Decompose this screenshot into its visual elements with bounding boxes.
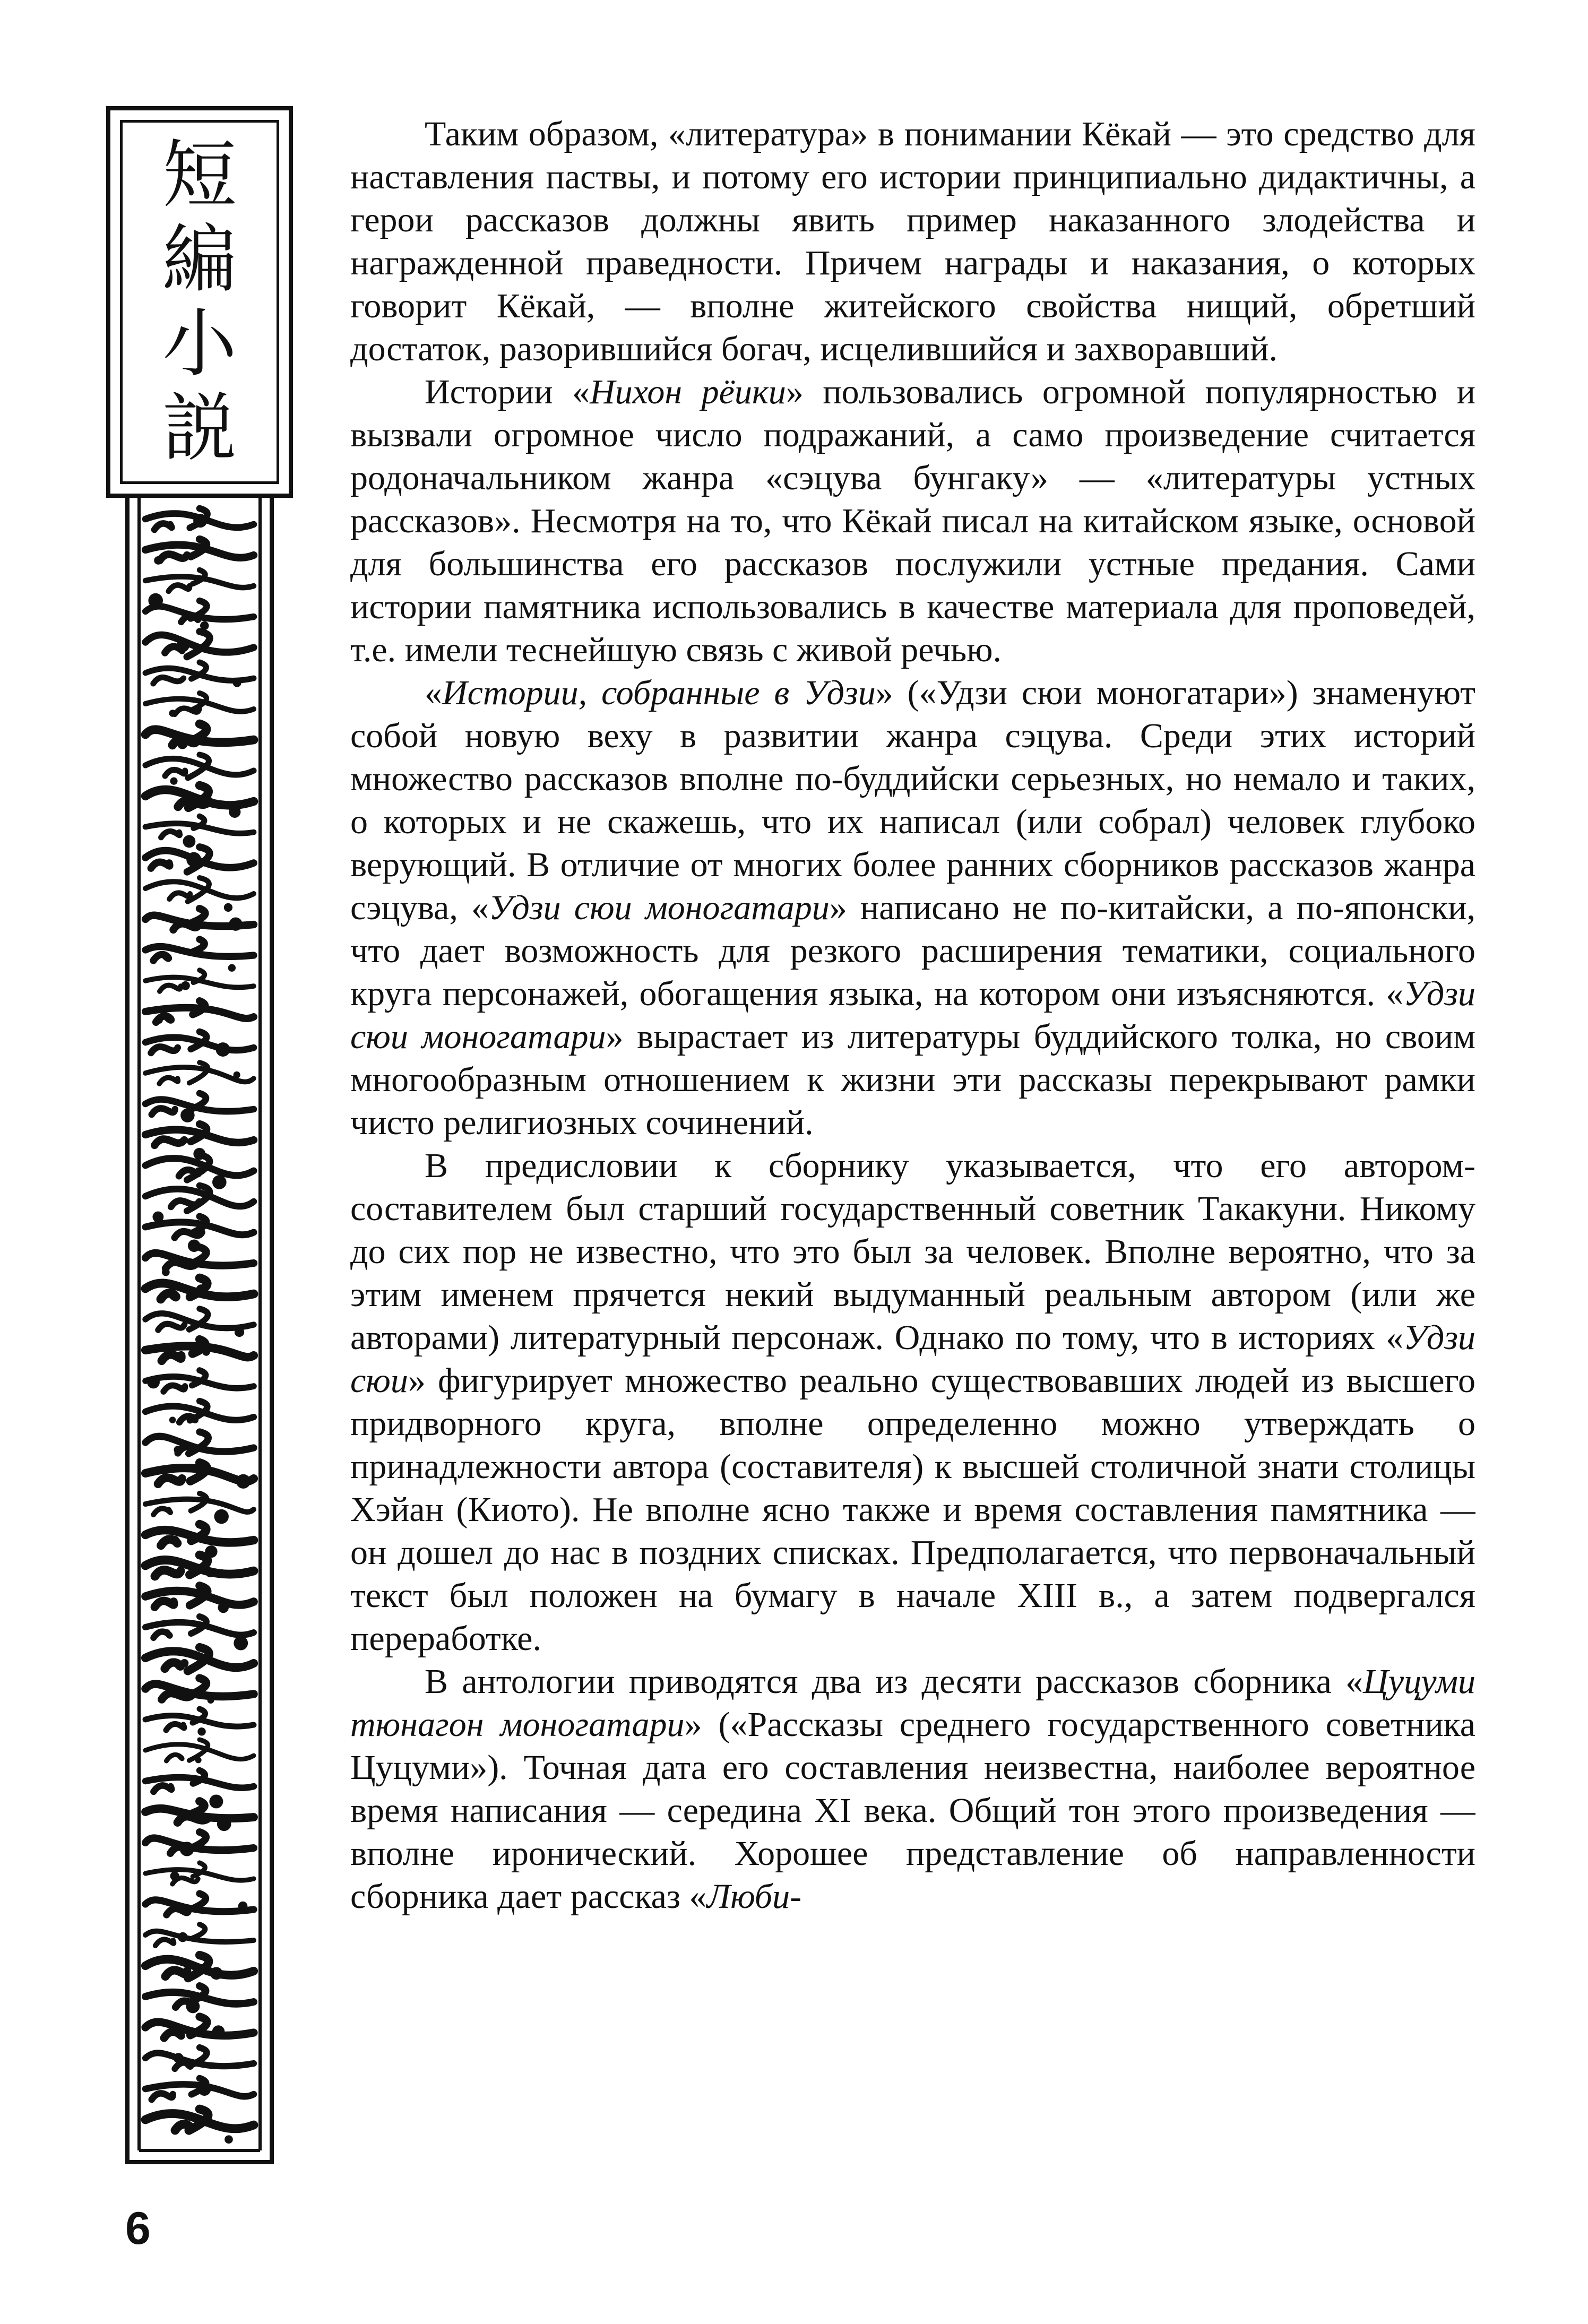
title-char-1: 短 [162, 132, 237, 219]
paragraph-2 [350, 370, 1475, 671]
paragraph-4 [350, 1144, 1475, 1660]
italic-title: Удзи сюи моногатари [488, 888, 830, 927]
text-run: » фигурирует множество реально существовавших людей из высшего придворного круга, вполне определенно можно утверждать о принадлежности автора (составителя) к высшей столичной знати столицы Хэйан (Киото). Не вполне ясно также и время составления памятника — он дошел до нас в поздних списках. Предполагается, что первоначальный текст был положен на бумагу в начале XIII в., а затем подвергался переработке. [350, 1361, 1475, 1658]
paragraph-3 [350, 671, 1475, 1144]
text-run: » («Рассказы среднего государственного советника Цуцуми»). Точная дата его составления неизвестна, наиболее вероятное время написания — середина XI века. Общий тон этого произведения — вполне иронический. Хорошее представление об направленности сборника дает рассказ « [350, 1705, 1475, 1916]
title-characters [120, 120, 279, 484]
ornament-pattern-icon [130, 498, 270, 2160]
paragraph-1 [350, 113, 1475, 370]
vertical-title-sidebar [106, 106, 297, 2165]
text-run: Таким образом, «литература» в понимании Кёкай — это средство для наставления паствы, и потому его истории принципиально дидактичны, а герои рассказов должны явить пример наказанного злодейства и награжденной праведности. Причем награды и наказания, о которых говорит Кёкай, — вполне житейского свойства нищий, обретший достаток, разорившийся богач, исцелившийся и захворавший. [350, 115, 1475, 368]
title-frame [106, 106, 293, 498]
text-run: » («Удзи сюи моногатари») знаменуют собой новую веху в развитии жанра сэцува. Среди этих историй множество рассказов вполне по-буддийски серьезных, но немало и таких, о которых и не скажешь, что их написал (или собрал) человек глубоко верующий. В отличие от многих более ранних сборников рассказов жанра сэцува, « [350, 673, 1475, 927]
title-char-3: 小 [162, 300, 237, 387]
text-run: » пользовались огромной популярностью и вызвали огромное число подражаний, а само произведение считается родоначальником жанра «сэцува бунгаку» — «литературы устных рассказов». Несмотря на то, что Кёкай писал на китайском языке, основой для большинства его рассказов послужили устные предания. Сами истории памятника использовались в качестве материала для проповедей, т.е. имели теснейшую связь с живой речью. [350, 373, 1475, 669]
italic-title: Нихон рёики [590, 373, 786, 411]
title-char-2: 編 [162, 216, 237, 303]
text-run: « [425, 673, 442, 712]
text-run: » вырастает из литературы буддийского толка, но своим многообразным отношением к жизни эти рассказы перекрывают рамки чисто религиозных сочинений. [350, 1017, 1475, 1142]
page-number: 6 [125, 2203, 151, 2254]
text-run: В предисловии к сборнику указывается, что его автором-составителем был старший государственный советник Такакуни. Никому до сих пор не известно, что это был за человек. Вполне вероятно, что за этим именем прячется некий выдуманный реальным автором (или же авторами) литературный персонаж. Однако по тому, что в историях « [350, 1146, 1475, 1357]
title-char-4: 説 [162, 385, 237, 472]
italic-title: Удзи сюи [350, 1318, 1475, 1400]
text-run: Истории « [425, 373, 590, 411]
paragraph-5 [350, 1660, 1475, 1918]
italic-title: Удзи сюи моногатари [350, 974, 1475, 1056]
text-run: В антологии приводятся два из десяти рассказов сборника « [425, 1662, 1363, 1701]
body-text [350, 113, 1475, 2230]
text-run: » написано не по-китайски, а по-японски, что дает возможность для резкого расширения тематики, социального круга персонажей, обогащения языка, на котором они изъясняются. « [350, 888, 1475, 1013]
italic-title: Люби- [706, 1877, 802, 1916]
italic-title: Цуцуми тюнагон моногатари [350, 1662, 1475, 1744]
italic-title: Истории, собранные в Удзи [442, 673, 876, 712]
decorative-ornament-border [125, 498, 274, 2164]
